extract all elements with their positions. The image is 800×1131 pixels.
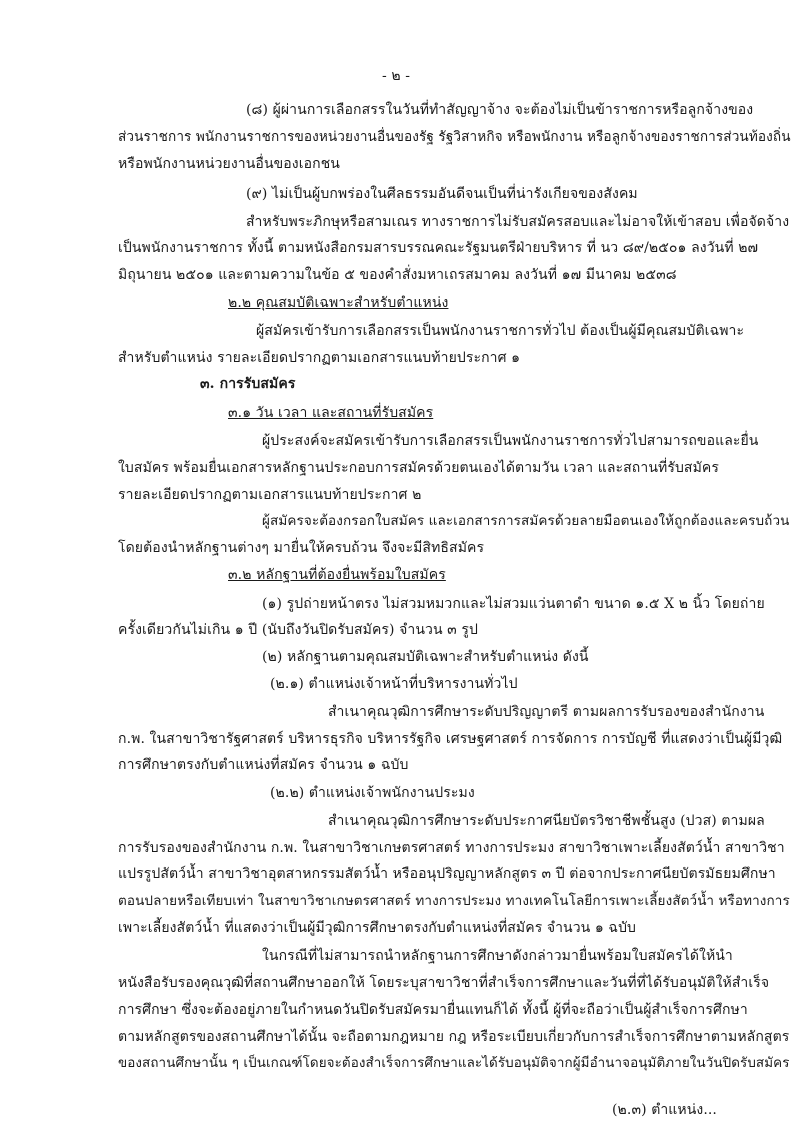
paragraph-line: สำหรับพระภิกษุหรือสามเณร ทางราชการไม่รับสมัครสอบและไม่อาจให้เข้าสอบ เพื่อจัดจ้าง [246, 214, 790, 230]
paragraph-line: (๒.๑) ตำแหน่งเจ้าหน้าที่บริหารงานทั่วไป [270, 676, 518, 692]
paragraph-line: (๙) ไม่เป็นผู้บกพร่องในศีลธรรมอันดีจนเป็นที่น่ารังเกียจของสังคม [246, 186, 638, 202]
paragraph-line: หนังสือรับรองคุณวุฒิที่สถานศึกษาออกให้ โดยระบุสาขาวิชาที่สำเร็จการศึกษาและวันที่ที่ได้รับอนุมัติให้สำเร็จ [118, 975, 770, 991]
paragraph-line: การรับรองของสำนักงาน ก.พ. ในสาขาวิชาเกษตรศาสตร์ ทางการประมง สาขาวิชาเพาะเลี้ยงสัตว์น้ำ สาขาวิชา [118, 840, 785, 856]
paragraph-line: ใบสมัคร พร้อมยื่นเอกสารหลักฐานประกอบการสมัครด้วยตนเองได้ตามวัน เวลา และสถานที่รับสมัคร [118, 460, 719, 476]
paragraph-line: หรือพนักงานหน่วยงานอื่นของเอกชน [118, 156, 340, 172]
paragraph-line: มิถุนายน ๒๕๐๑ และตามความในข้อ ๕ ของคำสั่งมหาเถรสมาคม ลงวันที่ ๑๗ มีนาคม ๒๕๓๘ [118, 267, 677, 283]
paragraph-line: เป็นพนักงานราชการ ทั้งนี้ ตามหนังสือกรมสารบรรณคณะรัฐมนตรีฝ่ายบริหาร ที่ นว ๘๙/๒๕๐๑ ลงวันที่ ๒๗ [118, 240, 759, 256]
paragraph-line: (๑) รูปถ่ายหน้าตรง ไม่สวมหมวกและไม่สวมแว่นตาดำ ขนาด ๑.๕ X ๒ นิ้ว โดยถ่าย [262, 596, 765, 612]
paragraph-line: สำเนาคุณวุฒิการศึกษาระดับประกาศนียบัตรวิชาชีพชั้นสูง (ปวส) ตามผล [328, 813, 765, 829]
section-heading: ๓. การรับสมัคร [200, 376, 296, 392]
paragraph-line: ผู้สมัครเข้ารับการเลือกสรรเป็นพนักงานราชการทั่วไป ต้องเป็นผู้มีคุณสมบัติเฉพาะ [256, 323, 745, 339]
section-heading: ๓.๑ วัน เวลา และสถานที่รับสมัคร [228, 405, 434, 421]
paragraph-line: ส่วนราชการ พนักงานราชการของหน่วยงานอื่นของรัฐ รัฐวิสาหกิจ หรือพนักงาน หรือลูกจ้างของราชการส่วนท้องถิ่น [118, 129, 791, 145]
section-heading: ๓.๒ หลักฐานที่ต้องยื่นพร้อมใบสมัคร [228, 567, 446, 583]
paragraph-line: ของสถานศึกษานั้น ๆ เป็นเกณฑ์โดยจะต้องสำเร็จการศึกษาและได้รับอนุมัติจากผู้มีอำนาจอนุมัติภายในวันปิดรับสมัคร [118, 1056, 790, 1071]
paragraph-line: โดยต้องนำหลักฐานต่างๆ มายื่นให้ครบถ้วน จึงจะมีสิทธิสมัคร [118, 540, 485, 556]
paragraph-line: ครั้งเดียวกันไม่เกิน ๑ ปี (นับถึงวันปิดรับสมัคร) จำนวน ๓ รูป [118, 622, 478, 638]
paragraph-line: รายละเอียดปรากฏตามเอกสารแนบท้ายประกาศ ๒ [118, 487, 422, 503]
paragraph-line: สำหรับตำแหน่ง รายละเอียดปรากฏตามเอกสารแนบท้ายประกาศ ๑ [118, 350, 521, 366]
paragraph-line: (๒) หลักฐานตามคุณสมบัติเฉพาะสำหรับตำแหน่ง ดังนี้ [262, 649, 589, 665]
paragraph-line: (๒.๒) ตำแหน่งเจ้าพนักงานประมง [270, 785, 475, 801]
paragraph-line: ผู้ประสงค์จะสมัครเข้ารับการเลือกสรรเป็นพนักงานราชการทั่วไปสามารถขอและยื่น [262, 433, 759, 449]
paragraph-line: (๘) ผู้ผ่านการเลือกสรรในวันที่ทำสัญญาจ้าง จะต้องไม่เป็นข้าราชการหรือลูกจ้างของ [246, 102, 754, 118]
continuation-marker: (๒.๓) ตำแหน่ง... [612, 1102, 717, 1118]
paragraph-line: ตอนปลายหรือเทียบเท่า ในสาขาวิชาเกษตรศาสตร์ ทางการประมง ทางเทคโนโลยีการเพาะเลี้ยงสัตว์น้ำ หรือทางการ [118, 893, 790, 909]
paragraph-line: เพาะเลี้ยงสัตว์น้ำ ที่แสดงว่าเป็นผู้มีวุฒิการศึกษาตรงกับตำแหน่งที่สมัคร จำนวน ๑ ฉบับ [118, 920, 637, 936]
page-number: - ๒ - [382, 68, 411, 84]
section-heading: ๒.๒ คุณสมบัติเฉพาะสำหรับตำแหน่ง [228, 295, 449, 311]
paragraph-line: ตามหลักสูตรของสถานศึกษาได้นั้น จะถือตามกฎหมาย กฎ หรือระเบียบเกี่ยวกับการสำเร็จการศึกษาตามหลักสูตร [118, 1029, 790, 1045]
paragraph-line: ผู้สมัครจะต้องกรอกใบสมัคร และเอกสารการสมัครด้วยลายมือตนเองให้ถูกต้องและครบถ้วน [262, 513, 790, 529]
paragraph-line: แปรรูปสัตว์น้ำ สาขาวิชาอุตสาหกรรมสัตว์น้ำ หรืออนุปริญญาหลักสูตร ๓ ปี ต่อจากประกาศนียบัตรมัธยมศึกษา [118, 866, 776, 882]
paragraph-line: ในกรณีที่ไม่สามารถนำหลักฐานการศึกษาดังกล่าวมายื่นพร้อมใบสมัครได้ให้นำ [262, 948, 733, 964]
paragraph-line: การศึกษา ซึ่งจะต้องอยู่ภายในกำหนดวันปิดรับสมัครมายื่นแทนก็ได้ ทั้งนี้ ผู้ที่จะถือว่าเป็นผู้สำเร็จการศึกษา [118, 1002, 748, 1018]
paragraph-line: ก.พ. ในสาขาวิชารัฐศาสตร์ บริหารธุรกิจ บริหารรัฐกิจ เศรษฐศาสตร์ การจัดการ การบัญชี ที่แสดงว่าเป็นผู้มีวุฒิ [118, 731, 783, 747]
paragraph-line: การศึกษาตรงกับตำแหน่งที่สมัคร จำนวน ๑ ฉบับ [118, 757, 409, 773]
paragraph-line: สำเนาคุณวุฒิการศึกษาระดับปริญญาตรี ตามผลการรับรองของสำนักงาน [328, 704, 765, 720]
